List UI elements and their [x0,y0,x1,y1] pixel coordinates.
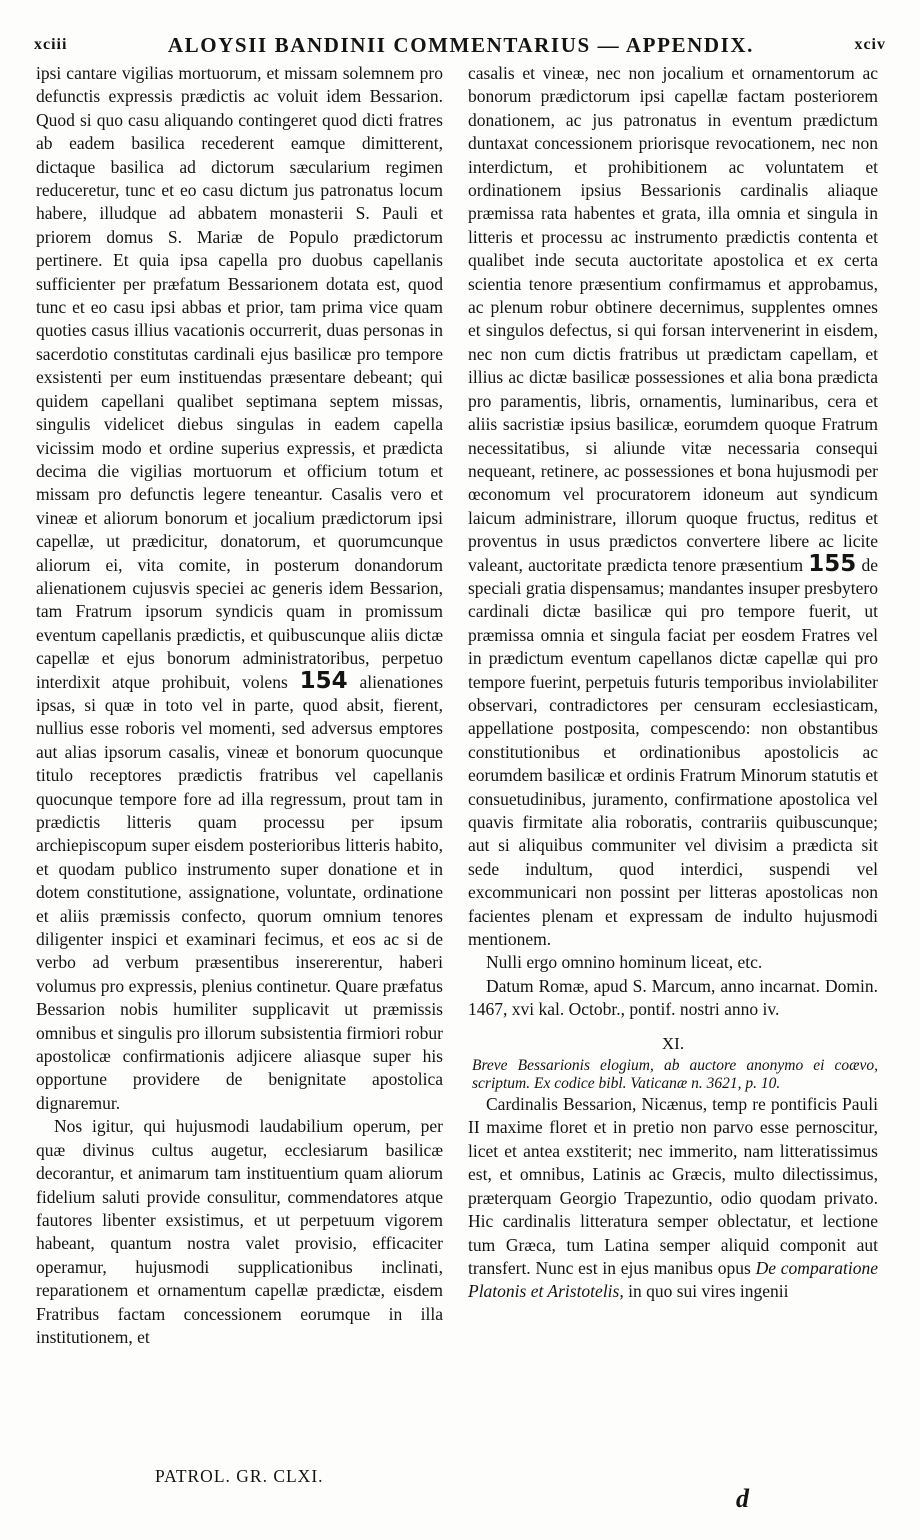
section-marker-154: 154 [299,667,348,694]
signature-mark: d [736,1484,749,1513]
series-footer: PATROL. GR. CLXI. [155,1466,324,1486]
right-paragraph-4-text: Cardinalis Bessarion, Nicænus, temp re pontificis Pauli II maxime floret et in pretio non parvo esse pernoscitur, licet et antea exstiterit; nec immerito, nam litteratissimus est, et omnibus, Latinis ac Græcis, multo dilectissimus, præterquam Georgio Trapezuntio, odio quodam privato. Hic cardinalis litteratura semper oblectatur, et lectione tum Græca, tum Latina semper aliquid componit aut transfert. Nunc est in ejus manibus opus [468,1094,878,1278]
page-number-left: xciii [34,36,68,53]
page-header [34,28,886,62]
left-column [36,62,443,1349]
running-title: ALOYSII BANDINII COMMENTARIUS — APPENDIX. [167,32,755,57]
right-paragraph-1-text: casalis et vineæ, nec non jocalium et ornamentorum ac bonorum prædictorum ipsi capellæ factam posteriorem donationem, ac jus patronatus in eventum prædictum duntaxat concessionem priorisque revocationem, nec non interdictum, et prohibitionem ac voluntatem et ordinationem ipsius Bessarionis cardinalis aliaque præmissa rata habentes et grata, illa omnia et singula in litteris et processu ac instrumento prædictis contenta et qualibet inde secuta auctoritate apostolica et ex certa scientia tenore præsentium confirmamus et approbamus, ac plenum robur obtinere decernimus, supplentes omnes et singulos defectus, si qui forsan intervenerint in eisdem, nec non cum dictis fratribus ut prædictam capellam, et illius ac dictæ basilicæ possessiones et alia bona prædicta pro paramentis, libris, ornamentis, luminaribus, cera et aliis sacristiæ ipsius basilicæ, eorumdem quoque Fratrum necessitatibus, si aliunde vitæ necessaria consequi nequeant, retinere, ac possessiones et bona hujusmodi per œconomum vel procuratorem idoneum aut syndicum laicum administrare, illorum quoque fructus, reditus et proventus in usus prædictos convertere libere ac licite valeant, auctoritate prædicta tenore præsentium [468,63,878,575]
right-paragraph-4-end: in quo sui vires ingenii [628,1281,789,1302]
right-paragraph-1 [468,62,878,951]
section-number: XI. [661,1033,685,1053]
left-paragraph-1-text: ipsi cantare vigilias mortuorum, et missam solemnem pro defunctis expressis prædictis ac voluit idem Bessarion. Quod si quo casu aliquando contingeret quod dicti fratres ab eadem basilica recederent eamque dimitterent, dictaque basilica ad dictorum sæcularium regimen reduceretur, tunc et eo casu dictum jus patronatus locum habere, illudque ad abbatem monasterii S. Pauli et priorem domus S. Mariæ de Populo prædictorum pertinere. Et quia ipsa capella pro duobus capellanis sufficienter per præfatum Bessarionem dotata est, quod tunc et eo casu ipsi abbas et prior, tam prima vice quam quoties casus illius vacationis occurrerit, duas personas in sacerdotio constitutas cardinali ejus basilicæ pro tempore exsistenti per eum instituendas præsentare debeant; qui quidem capellani qualibet septimana septem missas, singulis videlicet diebus singulas in eadem capella vicissim modo et ordine superius expressis, et prædicta decima die vigilias mortuorum et officium totum et missam pro defunctis legere teneantur. Casalis vero et vineæ et aliorum bonorum et jocalium prædictorum ipsi capellæ, ut prædicitur, donatorum, et quorumcunque aliorum ei, vita comite, in posterum donandorum alienationem cujusvis speciei ac generis idem Bessarion, tam Fratrum ipsorum syndicis quam in promissum eventum capellanis prædictis, et quibuscunque aliis dictæ capellæ et ejus bonorum administratoribus, perpetuo interdixit atque prohibuit, volens [36,63,443,692]
right-paragraph-1-continued: de speciali gratia dispensamus; mandantes insuper presbytero cardinali dictæ basilicæ qui pro tempore fuerit, ut præmissa omnia et singula faciat per eosdem Fratres vel in prædictum eventum capellanos dictæ capellæ qui pro tempore fuerint, perpetuis futuris temporibus inviolabiliter observari, contradictores per censuram ecclesiasticam, appellatione postposita, compescendo: non obstantibus constitutionibus et ordinationibus apostolicis ac eorumdem basilicæ et ordinis Fratrum Minorum statutis et consuetudinibus, juramento, confirmatione apostolica vel quavis firmitate alia roboratis, contrariis quibuscunque; aut si aliquibus communiter vel divisim a prædicta sit sede indultum, quod interdici, suspendi vel excommunicari non possint per litteras apostolicas non facientes plenam et expressam de indulto hujusmodi mentionem. [468,554,879,950]
work-title-italic: De comparatione Platonis et Aristotelis, [468,1257,878,1302]
left-paragraph-1 [36,62,443,1115]
right-paragraph-2: Nulli ergo omnino hominum liceat, etc. [486,952,763,973]
page-number-right: xciv [854,36,886,53]
left-paragraph-1-continued: alienationes ipsas, si quæ in toto vel in parte, quod absit, fierent, nullius esse roboris vel momenti, sed adversus emptores aut alias ipsorum casalis, vineæ et bonorum quocunque titulo receptores prædictis fratribus vel capellanis quocunque tempore fore ad illa regressum, prout tam in prædictis litteris quam processu per ipsum archiepiscopum super eisdem posterioribus litteris habito, et quodam publico instrumento super donatione et in dotem constitutione, assignatione, voluntate, ordinatione et aliis præmissis confecto, quorum omnium tenores diligenter inspici et examinari fecimus, et eos ac si de verbo ad verbum præsentibus insererentur, haberi volumus pro expressis, plenius continetur. Quare præfatus Bessarion nobis humiliter supplicavit ut præmissis omnibus et singulis pro illorum subsistentia firmiori robur apostolicæ confirmationis adjicere aliasque super his opportune providere de benignitate apostolica dignaremur. [36,671,444,1113]
right-paragraph-3: Datum Romæ, apud S. Marcum, anno incarnat. Domin. 1467, xvi kal. Octobr., pontif. nostri anno iv. [468,975,878,1020]
section-heading: Breve Bessarionis elogium, ab auctore anonymo ei coævo, scriptum. Ex codice bibl. Vaticanæ n. 3621, p. 10. [472,1057,878,1093]
right-paragraph-4 [468,1093,878,1304]
right-column [468,62,878,1304]
left-paragraph-2: Nos igitur, qui hujusmodi laudabilium operum, per quæ divinus cultus augetur, ecclesiarum basilicæ decorantur, et animarum tam instituentium quam aliorum fidelium saluti provide consulitur, commendatores atque fautores libenter exsistimus, et ut perpetuum vigorem habeant, quantum nostra valet provisio, efficaciter operamur, hujusmodi supplicationibus inclinati, reparationem et ornamentum capellæ prædictæ, eisdem Fratribus factam concessionem eorumque in illa institutionem, et [36,1116,443,1347]
section-marker-155: 155 [808,550,857,577]
